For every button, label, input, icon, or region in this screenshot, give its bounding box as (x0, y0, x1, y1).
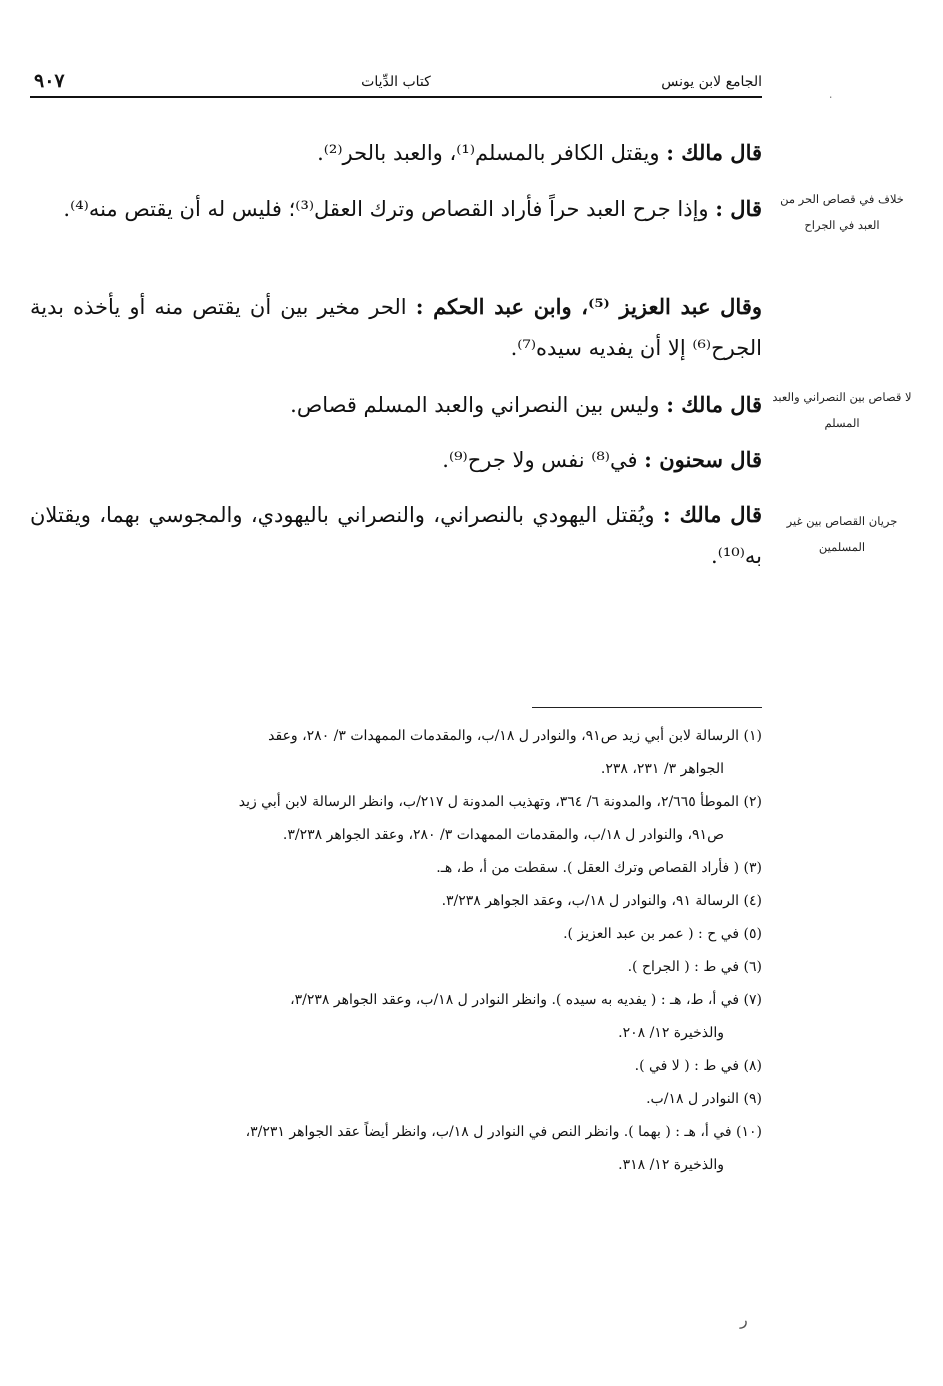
paragraph-text: ويقتل الكافر بالمسلم⁽¹⁾، والعبد بالحر⁽²⁾. (317, 141, 667, 165)
paragraph-5 (30, 439, 762, 481)
footnote-9 (30, 1083, 762, 1116)
footnote-5 (30, 918, 762, 951)
speaker: قال : (715, 196, 762, 221)
footnote-text: ( فأراد القصاص وترك العقل ). سقطت من أ، ط، هـ. (436, 860, 740, 876)
footnote-text: الموطأ ٢/٦٦٥، والمدونة ٦/ ٣٦٤، وتهذيب المدونة ل ٢١٧/ب، وانظر الرسالة لابن أبي زيد (238, 794, 740, 810)
speaker: قال سحنون : (644, 447, 762, 472)
paragraph-text: الحر مخير بين أن يقتص منه أو يأخذه بدية الجرح⁽⁶⁾ إلا أن يفديه سيده⁽⁷⁾. (30, 295, 762, 360)
paragraph-text: وإذا جرح العبد حراً فأراد القصاص وترك العقل⁽³⁾؛ فليس له أن يقتص منه⁽⁴⁾. (63, 197, 716, 221)
header-book-title: كتاب الدِّيات (361, 74, 431, 90)
paragraph-4 (30, 384, 762, 426)
speaker: قال مالك : (662, 502, 762, 527)
footnote-3 (30, 852, 762, 885)
footnote-number: (٦) (743, 959, 762, 975)
footnote-number: (٨) (743, 1058, 762, 1074)
running-header (30, 70, 762, 98)
footnotes (30, 720, 762, 1182)
footnote-continuation: والذخيرة ١٢/ ٣١٨. (618, 1157, 724, 1173)
paragraph-3 (30, 286, 762, 369)
footnote-separator (532, 707, 762, 708)
footnote-continuation: ص٩١، والنوادر ل ١٨/ب، والمقدمات الممهدات ٣/ ٢٨٠، وعقد الجواهر ٣/٢٣٨. (282, 827, 724, 843)
footnote-text: في ح : ( عمر بن عبد العزيز ). (563, 926, 740, 942)
footnote-4 (30, 885, 762, 918)
footnote-8 (30, 1050, 762, 1083)
paragraph-text: وليس بين النصراني والعبد المسلم قصاص. (290, 393, 667, 417)
footnote-number: (٥) (743, 926, 762, 942)
paragraph-text: ويُقتل اليهودي بالنصراني، والنصراني باليهودي، والمجوسي بهما، ويقتلان به⁽¹⁰⁾. (30, 503, 762, 568)
footnote-2 (30, 786, 762, 852)
footnote-number: (٣) (743, 860, 762, 876)
paragraph-text: في⁽⁸⁾ نفس ولا جرح⁽⁹⁾. (442, 448, 645, 472)
page-speck: ر (740, 1310, 748, 1329)
footnote-number: (٩) (743, 1091, 762, 1107)
footnote-continuation: الجواهر ٣/ ٢٣١، ٢٣٨. (600, 761, 724, 777)
footnote-text: في أ، ط، هـ : ( يفديه به سيده ). وانظر النوادر ل ١٨/ب، وعقد الجواهر ٣/٢٣٨، (290, 992, 740, 1008)
footnote-text: في أ، هـ : ( بهما ). وانظر النص في النوادر ل ١٨/ب، وانظر أيضاً عقد الجواهر ٣/٢٣١، (245, 1124, 732, 1140)
footnote-continuation: والذخيرة ١٢/ ٢٠٨. (618, 1025, 724, 1041)
page-speck: ٠ (828, 92, 834, 103)
page-number: ٩٠٧ (34, 70, 65, 92)
footnote-number: (٧) (743, 992, 762, 1008)
footnote-text: الرسالة لابن أبي زيد ص٩١، والنوادر ل ١٨/ب، والمقدمات الممهدات ٣/ ٢٨٠، وعقد (268, 728, 740, 744)
side-note-retaliation-free-slave: خلاف في قصاص الحر من العبد في الجراح (780, 192, 904, 232)
footnote-text: في ط : ( الجراح ). (627, 959, 740, 975)
footnote-number: (١) (743, 728, 762, 744)
footnote-1 (30, 720, 762, 786)
footnote-10 (30, 1116, 762, 1182)
footnote-text: الرسالة ٩١، والنوادر ل ١٨/ب، وعقد الجواهر ٣/٢٣٨. (441, 893, 740, 909)
footnote-7 (30, 984, 762, 1050)
speaker: قال مالك : (666, 140, 762, 165)
paragraph-6 (30, 494, 762, 577)
side-note-retaliation-non-muslims: جريان القصاص بين غير المسلمين (786, 514, 898, 554)
footnote-text: النوادر ل ١٨/ب. (646, 1091, 740, 1107)
footnote-number: (١٠) (736, 1124, 762, 1140)
speaker: وقال عبد العزيز ⁽⁵⁾، وابن عبد الحكم : (415, 294, 763, 319)
footnote-number: (٤) (743, 893, 762, 909)
paragraph-1 (30, 132, 762, 174)
paragraph-2 (30, 188, 762, 230)
speaker: قال مالك : (666, 392, 762, 417)
footnote-number: (٢) (743, 794, 762, 810)
footnote-text: في ط : ( لا في ). (634, 1058, 740, 1074)
side-note-no-retaliation-christian-muslim-slave: لا قصاص بين النصراني والعبد المسلم (772, 390, 912, 430)
footnote-6 (30, 951, 762, 984)
header-author: الجامع لابن يونس (661, 74, 762, 90)
